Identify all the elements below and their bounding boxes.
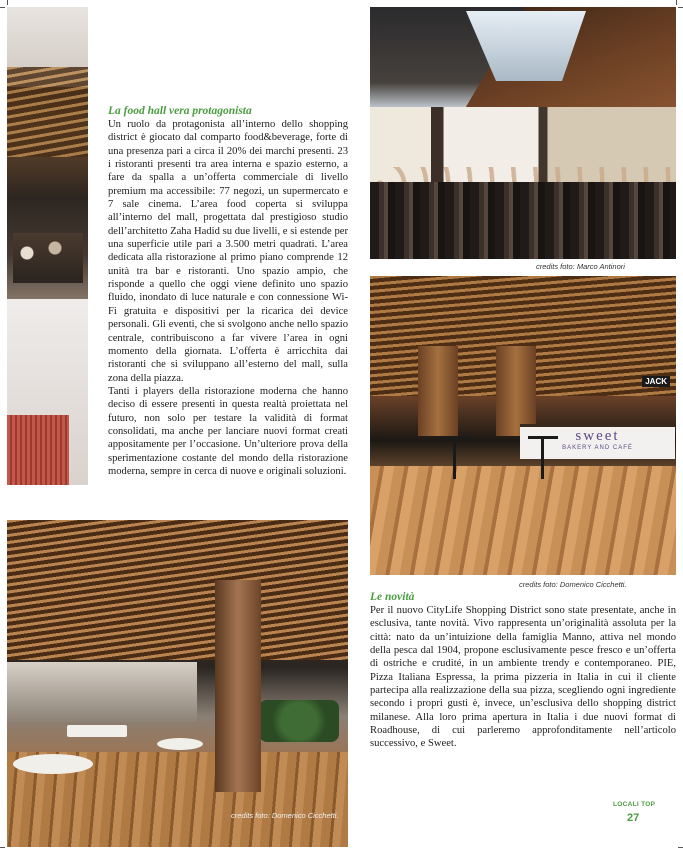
crop-mark (0, 847, 5, 848)
article-section-food-hall (108, 105, 348, 478)
photo-sign-jack: JACK (642, 376, 670, 387)
photo-bar-table (440, 436, 470, 479)
photo-wood-floor (370, 466, 676, 575)
photo-table (67, 725, 127, 737)
photo-planter (259, 700, 339, 742)
photo-wood-ceiling (7, 520, 348, 660)
photo-sweet-bakery (370, 276, 676, 575)
section-heading: La food hall vera protagonista (108, 105, 252, 117)
section-heading: Le novità (370, 591, 415, 603)
photo-red-panel (7, 415, 69, 485)
photo-table (13, 754, 93, 774)
photo-table (157, 738, 203, 750)
photo-wood-slats (7, 67, 88, 157)
crop-mark (678, 7, 683, 8)
crop-mark (0, 7, 5, 8)
crop-mark (676, 0, 677, 5)
photo-diners (13, 233, 83, 283)
crop-mark (678, 847, 683, 848)
photo-credit-mid-right: credits foto: Domenico Cicchetti. (519, 580, 627, 589)
photo-column (418, 346, 458, 436)
photo-shop-front (7, 662, 197, 722)
crop-mark (7, 0, 8, 5)
photo-column (215, 580, 261, 792)
photo-credit-bottom-left: credits foto: Domenico Cicchetti. (231, 811, 339, 820)
article-section-novita (370, 591, 676, 751)
photo-dining-area (7, 520, 348, 847)
article-paragraph: Tanti i players della ristorazione moderna che hanno deciso di essere presenti in questa realtà proiettata nel futuro, non solo per testare la validità di format consolidati, ma anche per lanciare nuovi format creati appositamente per l’occasione. Un’ulteriore prova della sperimentazione costante del mondo della ristorazione moderna, sempre in cerca di nuove e originali soluzioni. (108, 385, 348, 477)
photo-bar-table (528, 436, 558, 479)
article-paragraph: Per il nuovo CityLife Shopping District sono state presentate, anche in esclusiva, tante novità. Vivo rappresenta un’originalità assoluta per la città: nato da un’intuizione della famiglia Manno, attiva nel mondo della pesca dal 1904, propone esclusivamente pesce fresco e un’offerta di ostriche e crudité, in un ambiente trendy e contemporaneo. PIE, Pizza Italiana Espressa, la prima pizzeria in Italia in cui il cliente partecipa alla realizzazione della sua pizza, scegliendo ogni ingrediente secondo i propri gusti è, invece, un’esclusiva dello shopping district milanese. Alla loro prima apertura in Italia i due nuovi format di Roadhouse, di cui parleremo approfonditamente nell’articolo successivo, e Sweet. (370, 605, 676, 750)
article-paragraph: Un ruolo da protagonista all’interno dello shopping district è giocato dal comparto food&beverage, forte di una presenza pari a circa il 20% dei marchi presenti. 23 i ristoranti presenti tra area interna e spazio esterno, a fare da spalla a un’offerta commerciale di livello premium ma accessibile: 77 negozi, un supermercato e 7 sale cinema. L’area food coperta si sviluppa all’interno del mall, progettata dal prestigioso studio dell’architetto Zaha Hadid su due livelli, e si estende per una superficie utile pari a 3.500 metri quadrati. L’area dedicata alla ristorazione al primo piano comprende 12 unità tra bar e ristoranti. Uno spazio ampio, che risponde a quello che oggi viene definito uno spazio fluido, inondato di luce naturale e con connessione Wi-Fi gratuita e dispositivi per la ricarica dei device personali. Gli eventi, che si svolgono anche nello spazio centrale, contribuiscono a far vivere l’area in ogni momento della giornata. L’offerta è arricchita dai ristoranti che si sviluppano all’esterno del mall, sulla zona della piazza. (108, 119, 348, 384)
photo-column (496, 346, 536, 436)
photo-sign-sweet-sub: BAKERY AND CAFÉ (562, 445, 633, 451)
photo-atrium-strip (7, 7, 88, 485)
page-number: 27 (627, 812, 640, 824)
magazine-label: LOCALI TOP (613, 801, 656, 808)
photo-crowd (370, 182, 676, 259)
photo-mall-crowd (370, 7, 676, 259)
photo-credit-top-right: credits foto: Marco Antinori (536, 262, 625, 271)
photo-sign-sweet: sweet (575, 428, 620, 444)
